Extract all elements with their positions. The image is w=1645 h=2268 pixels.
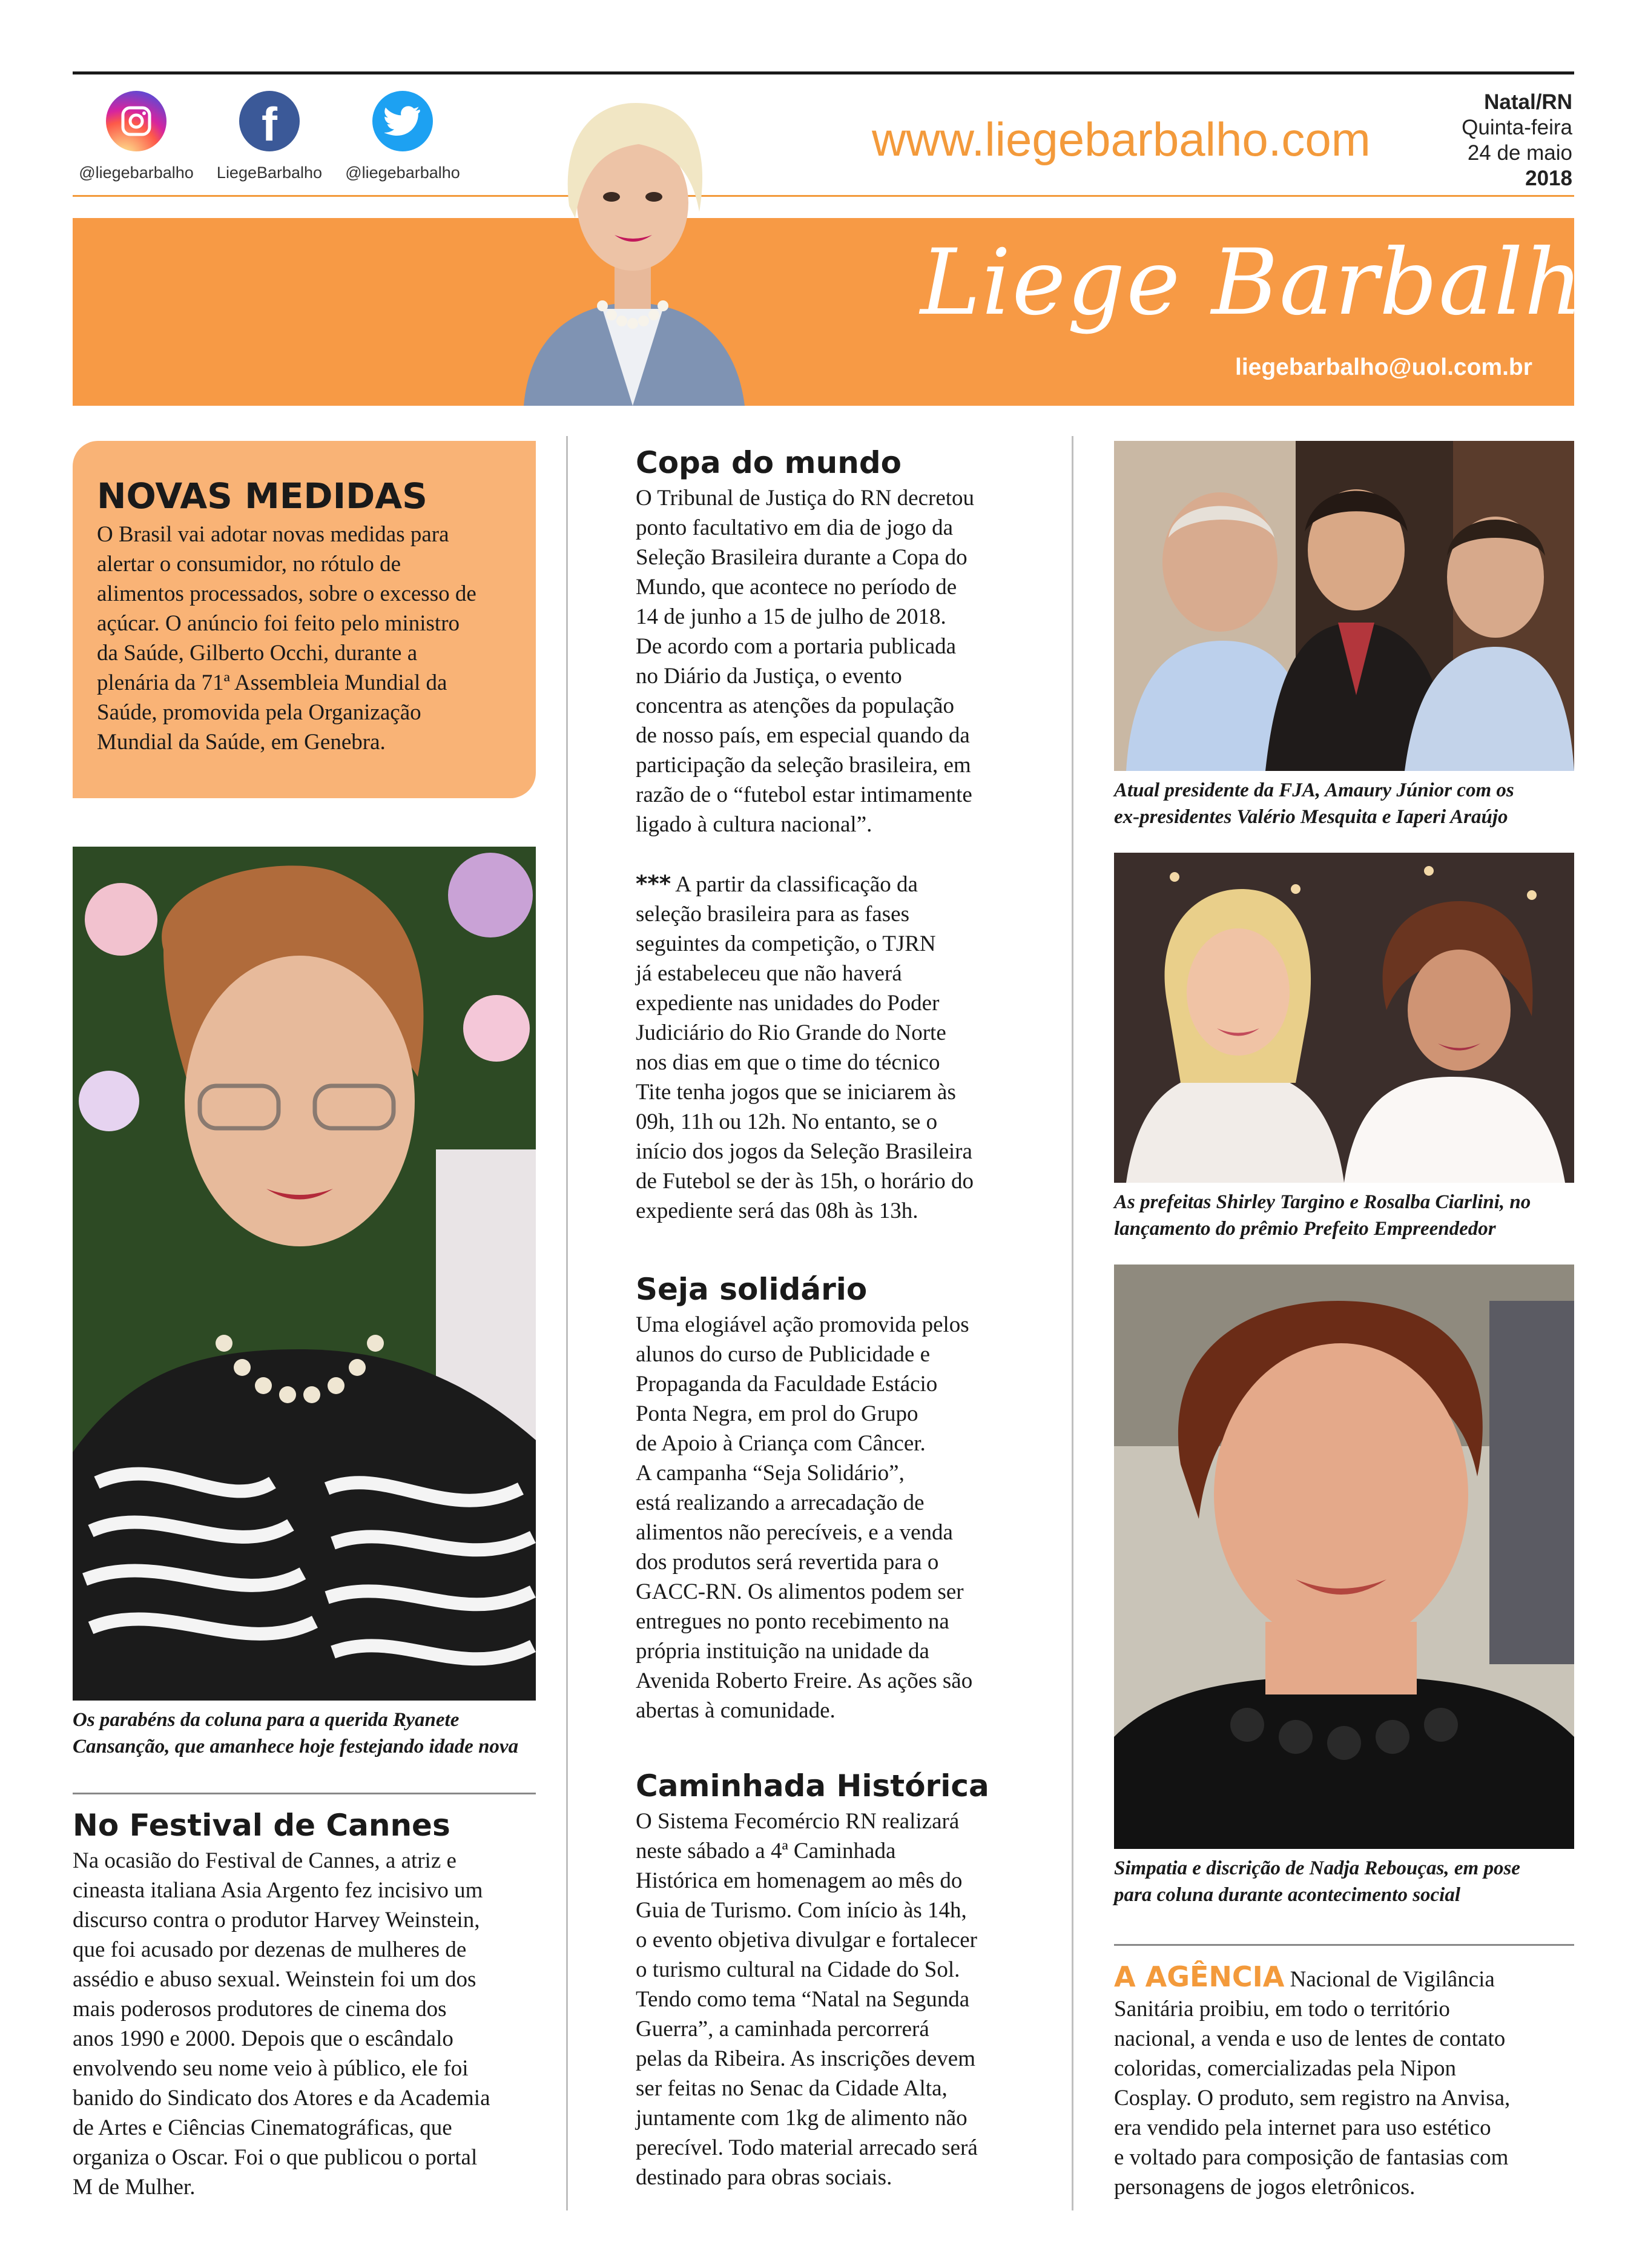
column-brand: Liege Barbalho xyxy=(920,230,1640,336)
novas-medidas-title: NOVAS MEDIDAS xyxy=(97,475,427,517)
copa-stars: *** xyxy=(636,871,671,897)
caminhada-title: Caminhada Histórica xyxy=(636,1768,989,1803)
caption-ryanete: Os parabéns da coluna para a querida Ryanete Cansanção, que amanhece hoje festejando idade nova xyxy=(73,1709,519,1757)
photo-fja xyxy=(1114,441,1574,771)
copa-body: O Tribunal de Justiça do RN decretou ponto facultativo em dia de jogo da Seleção Brasileira durante a Copa do Mundo, que acontece no período de 14 de junho a 15 de julho de 2018. De acordo com a portaria publicada no Diário da Justiça, o evento concentra as atenções da população de nosso país, em especial quando da participação da seleção brasileira, em razão de o “futebol estar intimamente ligado à cultura nacional”. *** A partir da classificação da seleção brasileira para as fases seguintes da competição, o TJRN já estabeleceu que não haverá expediente nas unidades do Poder Judiciário do Rio Grande do Norte nos dias em que o time do técnico Tite tenha jogos que se iniciarem às 09h, 11h ou 12h. No entanto, se o início dos jogos da Seleção Brasileira de Futebol se der às 15h, o horário do expediente será das 08h às 13h. xyxy=(636,486,975,1223)
caption-nadja: Simpatia e discrição de Nadja Rebouças, em pose para coluna durante acontecimento social xyxy=(1114,1857,1520,1906)
social-twitter[interactable] xyxy=(333,91,472,182)
edition-info xyxy=(1462,90,1572,191)
cannes-rule xyxy=(73,1793,536,1794)
top-rule xyxy=(73,71,1574,74)
photo-prefeitas xyxy=(1114,853,1574,1183)
header-thin-rule xyxy=(73,195,1574,197)
caption-fja: Atual presidente da FJA, Amaury Júnior com os ex-presidentes Valério Mesquita e Iaperi Araújo xyxy=(1114,779,1514,828)
copa-title: Copa do mundo xyxy=(636,445,902,480)
photo-nadja xyxy=(1114,1265,1574,1849)
solidario-title: Seja solidário xyxy=(636,1272,868,1307)
agencia-lead: A AGÊNCIA xyxy=(1114,1960,1285,1993)
cannes-title: No Festival de Cannes xyxy=(73,1808,450,1843)
caminhada-body: O Sistema Fecomércio RN realizará neste sábado a 4ª Caminhada Histórica em homenagem ao mês do Guia de Turismo. Com início às 14h, o evento objetiva divulgar e fortalecer o turismo cultural na Cidade do Sol. Tendo como tema “Natal na Segunda Guerra”, a caminhada percorrerá pelas da Ribeira. As inscrições devem ser feitas no Senac da Cidade Alta, juntamente com 1kg de alimento não perecível. Todo material arrecado será destinado para obras sociais. xyxy=(636,1809,978,2190)
facebook-icon: f xyxy=(239,91,300,151)
facebook-handle: LiegeBarbalho xyxy=(216,164,323,182)
columnist-portrait xyxy=(512,73,754,406)
edition-year: 2018 xyxy=(1525,167,1572,190)
twitter-icon xyxy=(372,91,433,151)
contact-email[interactable]: liegebarbalho@uol.com.br xyxy=(1235,354,1532,380)
edition-weekday: Quinta-feira xyxy=(1462,116,1572,139)
photo-ryanete xyxy=(73,847,536,1701)
cannes-body: Na ocasião do Festival de Cannes, a atriz e cineasta italiana Asia Argento fez incisivo um discurso contra o produtor Harvey Weinstein, que foi acusado por dezenas de mulheres de assédio e abuso sexual. Weinstein foi um dos mais poderosos produtores de cinema dos anos 1990 e 2000. Depois que o escândalo envolvendo seu nome veio à público, ele foi banido do Sindicato dos Atores e da Academia de Artes e Ciências Cinematográficas, que organiza o Oscar. Foi o que publicou o portal M de Mulher. xyxy=(73,1848,490,2200)
edition-date: 24 de maio xyxy=(1467,141,1572,165)
instagram-icon xyxy=(106,91,166,151)
edition-city: Natal/RN xyxy=(1484,90,1572,114)
social-instagram[interactable] xyxy=(67,91,206,182)
column-divider-2 xyxy=(1072,436,1073,2210)
caption-prefeitas: As prefeitas Shirley Targino e Rosalba Ciarlini, no lançamento do prêmio Prefeito Empreendedor xyxy=(1114,1191,1531,1240)
agencia-rule xyxy=(1114,1944,1574,1946)
twitter-handle: @liegebarbalho xyxy=(345,164,460,182)
column-divider-1 xyxy=(566,436,568,2210)
novas-medidas-body: O Brasil vai adotar novas medidas para alertar o consumidor, no rótulo de alimentos processados, sobre o excesso de açúcar. O anúncio foi feito pelo ministro da Saúde, Gilberto Occhi, durante a plenária da 71ª Assembleia Mundial da Saúde, promovida pela Organização Mundial da Saúde, em Genebra. xyxy=(97,522,476,755)
social-facebook[interactable] xyxy=(200,91,339,182)
agencia-body: A AGÊNCIA Nacional de Vigilância Sanitária proibiu, em todo o território nacional, a venda e uso de lentes de contato coloridas, comercializadas pela Nipon Cosplay. O produto, sem registro na Anvisa, era vendido pela internet para uso estético e voltado para composição de fantasias com personagens de jogos eletrônicos. xyxy=(1114,1960,1511,2200)
instagram-handle: @liegebarbalho xyxy=(79,164,194,182)
solidario-body: Uma elogiável ação promovida pelos alunos do curso de Publicidade e Propaganda da Faculdade Estácio Ponta Negra, em prol do Grupo de Apoio à Criança com Câncer. A campanha “Seja Solidário”, está realizando a arrecadação de alimentos não perecíveis, e a venda dos produtos será revertida para o GACC-RN. Os alimentos podem ser entregues no ponto recebimento na própria instituição na unidade da Avenida Roberto Freire. As ações são abertas à comunidade. xyxy=(636,1312,973,1723)
site-url[interactable]: www.liegebarbalho.com xyxy=(872,113,1371,166)
